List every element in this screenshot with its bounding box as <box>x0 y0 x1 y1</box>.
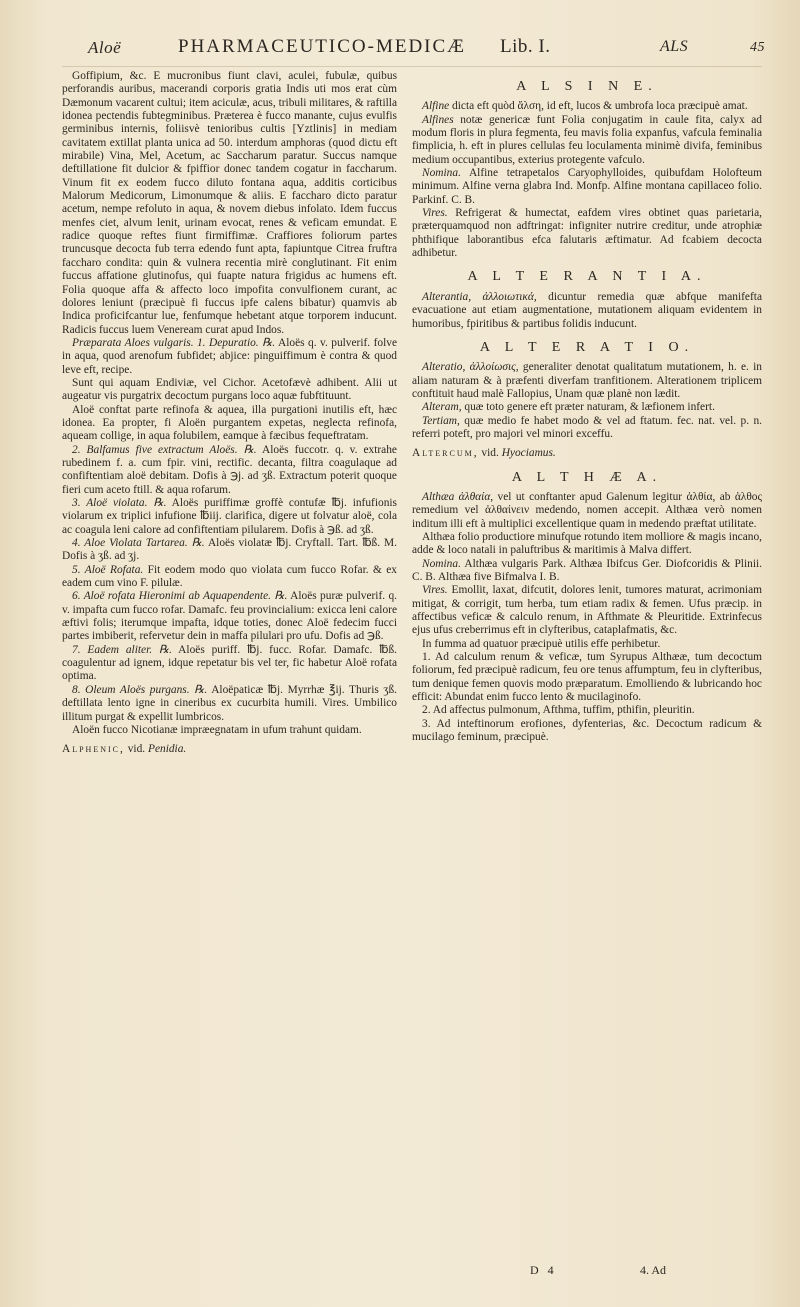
paragraph <box>412 718 762 745</box>
header-left-word: Aloë <box>88 38 122 57</box>
paragraph <box>412 401 762 414</box>
paragraph <box>62 564 397 591</box>
paragraph-text: 1. Ad calculum renum & veficæ, tum Syrupus Althææ, tum decoctum foliorum, fed præcipuè radicum, feu ore tenus affumptum, feu in clyfteribus, tum denique femen quovis modo præparatum. Emolliendo & lubricando hoc efficit: Abundat enim fucco lento & mucilaginofo. <box>412 651 762 704</box>
left-column <box>62 70 397 757</box>
paragraph-lead: Alfine <box>422 100 450 113</box>
cross-reference-term: Altercum, <box>412 447 479 460</box>
paragraph <box>62 537 397 564</box>
paragraph-text: vel ut conftanter apud Galenum legitur ἀλθία, ab ἀλθος remedium vel ἀλθαίνειν medendo, nomen accepit. Althæa verò nomen inditum illi eft à multiplici excellentique quam in medendo præftat utilitate. <box>412 490 762 530</box>
paragraph-lead: Althæa ἀλθαία, <box>422 490 494 503</box>
paragraph-text: dicuntur remedia quæ abfque manifefta evacuatione aut etiam augmentatione, mutationem aliquam evidentem in humoribus, fpiritibus & partibus folidis inducunt. <box>412 290 763 330</box>
cross-reference-target: Hyociamus. <box>501 447 556 460</box>
section-heading: A L T E R A T I O. <box>479 339 695 355</box>
paragraph <box>62 644 397 684</box>
paragraph-text: Aloës violatæ ℔j. Cryftall. Tart. ℔ß. M. Dofis à ʒß. ad ʒj. <box>62 537 397 563</box>
paragraph-text: notæ genericæ funt Folia conjugatim in caule fita, calyx ad modum floris in plura fegmenta, feu mavis folia expanfus, vafcula feminalia fimplicia, h. eft in plures cellulas feu loculamenta minimè divifa, feminibus medium occupantibus, exterius protegente vafculo. <box>412 113 762 166</box>
paragraph-lead: Vires. <box>422 207 448 220</box>
paragraph-lead: Alteram, <box>422 401 462 414</box>
paragraph <box>412 114 762 167</box>
paragraph-lead: Alteratio, ἀλλοίωσις, <box>422 361 519 374</box>
paragraph-lead: 2. Balfamus five extractum Aloës. ℞. <box>72 443 257 456</box>
paragraph <box>412 651 762 704</box>
paragraph-lead: 6. Aloë rofata Hieronimi ab Aquapendente. ℞. <box>72 590 288 603</box>
paragraph-lead: Præparata Aloes vulgaris. 1. Depuratio. ℞. <box>72 336 276 349</box>
paragraph-text: Goffipium, &c. E mucronibus fiunt clavi, aculei, fubulæ, quibus perforandis auribus, macerandi corporis gratia Indis uti mos erat cùm Dæmonum vacarent cultui; item aciculæ, acus, tribuli militares, & raftilla idonea pectendis fubtegminibus. Præterea è fucco manante, cujus evulfis germinibus internis, foliisvè tenioribus cultis [Yztlinis] in mediam cavitatem extillat planta unica ad 50. interdum amphoras (quod dictu eft mirabile) Vina, Mel, Acetum, ac Saccharum paratur. Succus namque deftillatione fit dulcior & fpiffior donec tandem cogatur in faccharum. Vinum fit ex eodem fucco diluto fontana aqua, additis corticibus Malorum Medicorum, Limonumque & aliis. E faccharo dicto paratur acetum, nempe refoluto in aqua, & novem diebus infolato. Idem fuccus menfes ciet, alvum lenit, urinam evocat, renes & veficam emundat. E radice quoque reftes fiunt firmiffimæ. Craffiores foliorum partes truncusque decocta fub terra edendo funt apta, fapiuntque Citrea fruftra faccharo condita: quin & vulnera recentia mirè conglutinant. Fit enim fuccus affatione glutinofus, qui fuapte natura frigidus ac humens eft. Folia quoque affa & affecto loco impofita convulfionem curant, ac dolores leniunt (præcipuè fi fuccus ipfe calens bibatur) quamvis ab Indica proficifcantur lue, fenfumque hebetant atque torporem inducunt. Radicis fuccus luem Veneream curat apud Indos. <box>62 70 397 336</box>
cross-reference-target: Penidia. <box>147 743 187 756</box>
paragraph <box>62 724 397 737</box>
paragraph <box>62 337 397 377</box>
section-heading: A L T H Æ A. <box>511 469 663 485</box>
paragraph <box>412 207 762 260</box>
paragraph <box>412 167 762 207</box>
paragraph-text: Aloëpaticæ ℔j. Myrrhæ ℥ij. Thuris ʒß. deftillata lento igne in cineribus ex cucurbita humili. Vires. Umbilico illitum purgat & expellit lumbricos. <box>62 683 397 723</box>
paragraph-text: Aloës puriff. ℔j. fucc. Rofar. Damafc. ℔ß. coagulentur ad ignem, idque repetatur bis vel ter, fic habetur Aloë rofata optima. <box>62 643 397 683</box>
paragraph-lead: 7. Eadem aliter. ℞. <box>72 643 172 656</box>
paragraph-lead: Alfines <box>422 113 454 126</box>
paragraph-text: Aloës fuccotr. q. v. extrahe rubedinem f. a. cum fpir. vini, rectific. decanta, filtra coagulaque ad confiftentiam aloë debitam. Dofis à ℈j. ad ʒß. Extractum poterit quoque fieri cum aceto ftill. & aqua rofarum. <box>62 443 397 496</box>
paragraph <box>412 291 762 331</box>
paragraph-text: Aloë conftat parte refinofa & aquea, illa purgationi inutilis eft, hæc idonea. Ea propter, fi Aloën purgantem expetas, neglecta refinofa, aqueam collige, in aqua folubilem, eamque à fæcibus fequeftratam. <box>62 403 397 443</box>
paragraph <box>62 404 397 444</box>
section-heading: A L T E R A N T I A. <box>467 269 707 285</box>
paragraph-text: 3. Ad inteftinorum erofiones, dyfenterias, &c. Decoctum radicum & mucilago feminum, præcipuè. <box>412 717 762 744</box>
paragraph <box>62 70 397 337</box>
paragraph <box>62 684 397 724</box>
header-title: PHARMACEUTICO-MEDICÆ <box>178 36 467 57</box>
paragraph-text: Aloën fucco Nicotianæ impræegnatam in ufum trahunt quidam. <box>72 723 362 736</box>
cross-reference <box>62 743 397 756</box>
paragraph-text: quæ toto genere eft præter naturam, & læfionem infert. <box>461 401 715 414</box>
paragraph <box>412 558 762 585</box>
paragraph <box>412 415 762 442</box>
paragraph-lead: 8. Oleum Aloës purgans. ℞. <box>72 683 208 696</box>
paragraph-text: Althæa folio productiore minufque rotundo item molliore & magis incano, adde & loco natali in paluftribus & maritimis à Malva differt. <box>412 530 762 557</box>
section-heading: A L S I N E. <box>516 79 658 94</box>
paragraph-lead: 5. Aloë Rofata. <box>72 563 144 576</box>
paragraph-text: Aloës puriffimæ groffè contufæ ℔j. infufionis violarum ex triplici infufione ℔iij. clarifica, digere ut folvatur aloë, cola ac coagula leni calore ad confiftentiam pilularem. Dofis à ℈ß. ad ʒß. <box>62 497 397 536</box>
paragraph-text: 2. Ad affectus pulmonum, Afthma, tuffim, pthifin, pleuritin. <box>422 704 695 717</box>
paragraph-lead: 3. Aloë violata. ℞. <box>72 497 167 509</box>
paragraph <box>412 361 762 401</box>
paragraph-text: Althæa vulgaris Park. Althæa Ibifcus Ger. Diofcoridis & Plinii. C. B. Althæa five Bifmalva I. B. <box>412 557 762 583</box>
paragraph-lead: 4. Aloe Violata Tartarea. ℞. <box>72 537 205 550</box>
page-number: 45 <box>750 40 765 55</box>
paragraph <box>62 497 397 537</box>
paragraph <box>412 584 762 637</box>
paragraph-text: Refrigerat & humectat, eafdem vires obtinet quas parietaria, præterquamquod non adftringat: infigniter nutrire creditur, unde atrophiæ phthifique laborantibus efca falutaris æftimatur. Ad fcabiem decocta adhibetur. <box>412 207 762 260</box>
cross-reference-term: Alphenic, <box>62 743 125 756</box>
header-rule <box>62 66 762 67</box>
paragraph-text: In fumma ad quatuor præcipuè utilis effe perhibetur. <box>422 637 661 650</box>
paragraph-lead: Alterantia, ἀλλοιωτικά, <box>422 290 537 303</box>
running-header <box>60 36 765 66</box>
paragraph-text: Alfine tetrapetalos Caryophylloides, quibufdam Holofteum minimum. Alfine verna glabra Ind. Monfp. Alfine montana capillaceo folio. Parkinf. C. B. <box>412 167 762 206</box>
paragraph-lead: Vires. <box>422 584 448 597</box>
paragraph-text: Sunt qui aquam Endiviæ, vel Cichor. Acetofævè adhibent. Alii ut augeatur vis purgatrix decoctum purgans loco aquæ fubftituunt. <box>62 376 397 403</box>
paragraph-lead: Nomina. <box>422 557 461 570</box>
paragraph-text: generaliter denotat qualitatum mutationem, h. e. in aliam naturam & à præfenti diverfam tranfitionem. Alterationem triplicem conftituit haud malè Fallopius, Unam quæ planè non lædit. <box>412 361 763 400</box>
catchword: 4. Ad <box>640 1263 667 1277</box>
signature-mark: D 4 <box>530 1263 557 1277</box>
paragraph-lead: Nomina. <box>422 167 461 180</box>
cross-reference-vid: vid. <box>481 447 499 460</box>
paragraph <box>412 704 762 717</box>
paragraph-text: Emollit, laxat, difcutit, dolores lenit, tumores maturat, acrimoniam mitigat, & corrigit, tum herba, tum etiam radix & femen. Ufus præcip. in affectibus veficæ & calculo renum, in Afthmate & Pleuritide. Extrinfecus ejus ufus creberrimus eft in clyfteribus, cataplafmatis, &c. <box>412 584 762 637</box>
paragraph <box>412 531 762 558</box>
header-right-word: ALS <box>660 38 689 55</box>
paragraph-lead: Tertiam, <box>422 414 460 427</box>
paragraph-text: Aloës puræ pulverif. q. v. impafta cum fucco rofar. Damafc. feu provincialium: exicca leni calore æftivi folis; iterumque impafta, idque toties, donec Aloë fedecim fucci partes imbiberit, refervetur dein in maffa pilulari pro ufu. Dofis ad ℈ß. <box>62 590 397 643</box>
paragraph <box>62 377 397 404</box>
cross-reference <box>412 447 762 460</box>
paragraph-text: quæ medio fe habet modo & vel ad ftatum. fec. nat. vel. p. n. referri poteft, pro majori vel minori exceffu. <box>412 414 762 440</box>
page-footer <box>530 1263 760 1279</box>
paragraph-text: Fit eodem modo quo violata cum fucco Rofar. & ex eadem cum vino F. pilulæ. <box>62 563 397 590</box>
paragraph <box>62 590 397 643</box>
paragraph <box>62 444 397 497</box>
cross-reference-vid: vid. <box>127 743 146 756</box>
paragraph <box>412 100 762 113</box>
paragraph <box>412 491 762 531</box>
paragraph <box>412 638 762 651</box>
paragraph-text: Aloës q. v. pulverif. folve in aqua, quod arenofum fubfidet; abjice: pinguiffimum è contra & quod leve eft, recipe. <box>62 336 398 376</box>
paragraph-text: dicta eft quòd ἄλση, id eft, lucos & umbrofa loca præcipuè amat. <box>449 100 748 113</box>
header-liber: Lib. I. <box>500 36 551 57</box>
right-column <box>412 70 762 744</box>
